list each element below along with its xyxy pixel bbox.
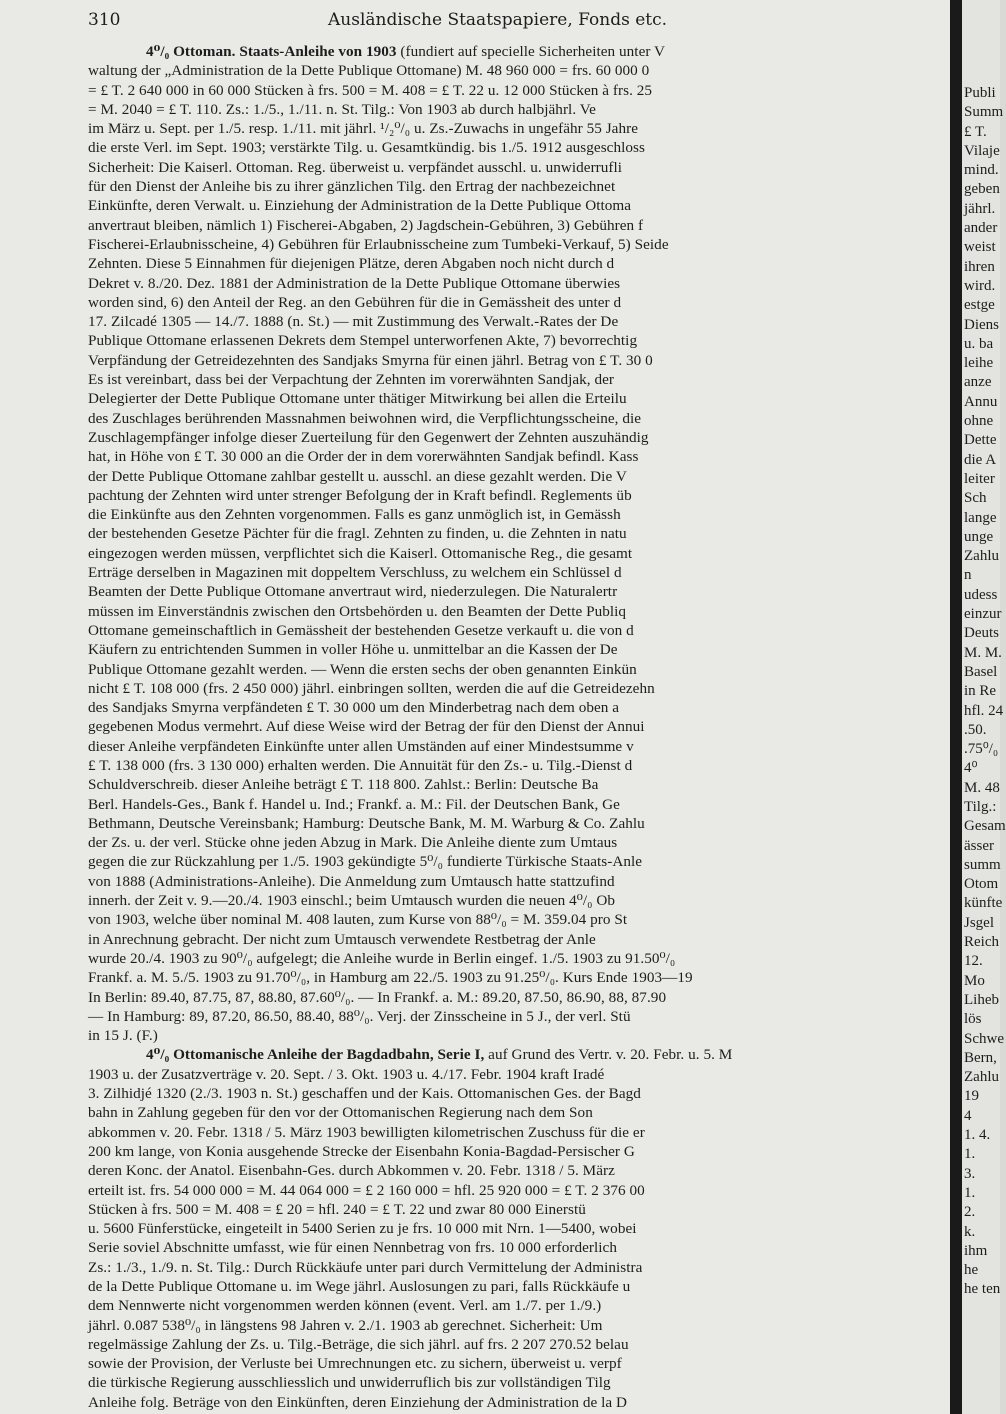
text-line: des Sandjaks Smyrna verpfändeten £ T. 30 000 um den Minderbetrag nach dem oben a xyxy=(88,699,620,717)
text-line: Erträge derselben in Magazinen mit doppeltem Verschluss, zu welchem ein Schlüssel d xyxy=(88,564,622,582)
text-line: Bethmann, Deutsche Vereinsbank; Hamburg: Deutsche Bank, M. M. Warburg & Co. Zahlu xyxy=(88,814,645,832)
adjacent-page-fragment: 4⁰ xyxy=(964,760,978,777)
adjacent-page-fragment: 1. xyxy=(964,1146,976,1163)
adjacent-page-fragment: Reich xyxy=(964,934,999,951)
heading-line-rest: (fundiert auf specielle Sicherheiten unter V xyxy=(396,43,666,60)
adjacent-page-fragment: weist xyxy=(964,239,996,256)
text-line: von 1903, welche über nominal M. 408 lauten, zum Kurse von 88⁰/₀ = M. 359.04 pro St xyxy=(88,911,628,929)
text-line: Verpfändung der Getreidezehnten des Sandjaks Smyrna für einen jährl. Betrag von £ T. 30 0 xyxy=(88,351,653,369)
text-line: erteilt ist. frs. 54 000 000 = M. 44 064 000 = £ 2 160 000 = hfl. 25 920 000 = £ T. 2 376 00 xyxy=(88,1181,645,1199)
text-line: Anleihe folg. Beträge von den Einkünften, deren Einziehung der Administration de la D xyxy=(88,1393,628,1411)
body-text xyxy=(88,42,988,1412)
text-line: = £ T. 2 640 000 in 60 000 Stücken à frs. 500 = M. 408 = £ T. 22 u. 12 000 Stücken à frs. 25 xyxy=(88,81,653,99)
adjacent-page-fragment: unge xyxy=(964,528,994,545)
adjacent-page-fragment: 1. 4. xyxy=(964,1127,991,1144)
running-head xyxy=(88,6,948,34)
text-line: In Berlin: 89.40, 87.75, 87, 88.80, 87.60⁰/₀. — In Frankf. a. M.: 89.20, 87.50, 86.90, 88, 87.90 xyxy=(88,988,667,1006)
text-line: gegen die zur Rückzahlung per 1./5. 1903 gekündigte 5⁰/₀ fundierte Türkische Staats-Anle xyxy=(88,853,643,871)
adjacent-page-fragment: Annu xyxy=(964,393,998,410)
adjacent-page-fragment: jährl. xyxy=(964,200,996,217)
adjacent-page-fragment: n xyxy=(964,567,972,584)
adjacent-page-fragment: lös xyxy=(964,1011,982,1028)
adjacent-page-fragment: Sch xyxy=(964,490,987,507)
adjacent-page-fragment: Jsgel xyxy=(964,914,994,931)
adjacent-page-fragment: udess xyxy=(964,586,998,603)
text-line: u. 5600 Fünferstücke, eingeteilt in 5400 Serien zu je frs. 10 000 mit Nrn. 1—5400, wobei xyxy=(88,1220,637,1238)
text-line: in Anrechnung gebracht. Der nicht zum Umtausch verwendete Restbetrag der Anle xyxy=(88,930,596,948)
text-line: der bestehenden Gesetze Pächter für die fragl. Zehnten zu finden, u. die Zehnten in natu xyxy=(88,525,627,543)
text-line: Sicherheit: Die Kaiserl. Ottoman. Reg. überweist u. verpfändet ausschl. u. unwiderrufli xyxy=(88,158,623,176)
text-line: Publique Ottomane gezahlt werden. — Wenn die ersten sechs der oben genannten Einkün xyxy=(88,660,637,678)
adjacent-page-fragment: lange xyxy=(964,509,997,526)
adjacent-page-fragment: mind. xyxy=(964,162,999,179)
adjacent-page-fragment: 19 xyxy=(964,1088,979,1105)
text-line: Schuldverschreib. dieser Anleihe beträgt £ T. 118 800. Zahlst.: Berlin: Deutsche Ba xyxy=(88,776,599,794)
heading-line-rest: auf Grund des Vertr. v. 20. Febr. u. 5. M xyxy=(484,1046,733,1064)
text-line: für den Dienst der Anleihe bis zu ihrer gänzlichen Tilg. den Ertrag der nachbezeichnet xyxy=(88,178,616,196)
text-line: waltung der „Administration de la Dette Publique Ottomane) M. 48 960 000 = frs. 60 000 0 xyxy=(88,62,650,80)
text-line: in 15 J. (F.) xyxy=(88,1027,158,1045)
adjacent-page-fragment: 12. xyxy=(964,953,983,970)
adjacent-page-text xyxy=(962,0,1006,1300)
text-line: deren Konc. der Anatol. Eisenbahn-Ges. durch Abkommen v. 20. Febr. 1318 / 5. März xyxy=(88,1162,615,1180)
text-line: de la Dette Publique Ottomane u. im Wege jährl. Auslosungen zu pari, falls Rückkäufe u xyxy=(88,1278,631,1295)
section-heading-line xyxy=(88,42,988,61)
adjacent-page-fragment: he ten xyxy=(964,1281,1001,1298)
adjacent-page-fragment: wird. xyxy=(964,277,996,294)
text-line: = M. 2040 = £ T. 110. Zs.: 1./5., 1./11. n. St. Tilg.: Von 1903 ab durch halbjährl. Ve xyxy=(88,100,596,118)
text-line: Beamten der Dette Publique Ottomane anvertraut wird, niederzulegen. Die Naturalertr xyxy=(88,583,618,601)
text-line: Käufern zu entrichtenden Summen in voller Höhe u. unmittelbar an die Kassen der De xyxy=(88,641,618,659)
text-line: pachtung der Zehnten wird unter strenger Befolgung der in Kraft befindl. Reglements üb xyxy=(88,486,632,504)
adjacent-page-fragment: u. ba xyxy=(964,335,994,352)
text-line: Einkünfte, deren Verwalt. u. Einziehung der Administration de la Dette Publique Ottoma xyxy=(88,197,632,215)
adjacent-page-fragment: M. 48 xyxy=(964,779,1000,796)
adjacent-page-fragment: künfte xyxy=(964,895,1003,912)
adjacent-page-fragment: he xyxy=(964,1262,979,1279)
adjacent-page-fragment: 2. xyxy=(964,1204,976,1221)
text-line: im März u. Sept. per 1./5. resp. 1./11. mit jährl. ¹/₂⁰/₀ u. Zs.-Zuwachs in ungefähr 55 Jahre xyxy=(88,120,639,138)
adjacent-page-fragment: ihm xyxy=(964,1242,988,1259)
adjacent-page-fragment: Summ xyxy=(964,104,1004,121)
adjacent-page-fragment: estge xyxy=(964,297,995,314)
adjacent-page-fragment: Deuts xyxy=(964,625,999,642)
adjacent-page-fragment: ander xyxy=(964,220,998,237)
page-number: 310 xyxy=(88,10,121,30)
text-line: gegebenen Modus vermehrt. Auf diese Weise wird der Betrag der für den Dienst der Annui xyxy=(88,718,645,736)
text-line: Fischerei-Erlaubnisscheine, 4) Gebühren für Erlaubnisscheine zum Tumbeki-Verkauf, 5) Seide xyxy=(88,235,669,253)
section-lines xyxy=(88,1065,988,1412)
adjacent-page-fragment: 4 xyxy=(964,1107,972,1124)
text-line: 1903 u. der Zusatzverträge v. 20. Sept. / 3. Okt. 1903 u. 4./17. Febr. 1904 kraft Iradé xyxy=(88,1065,605,1083)
text-line: die Einkünfte aus den Zehnten vorgenommen. Falls es ganz unmöglich ist, in Gemässh xyxy=(88,506,621,524)
text-line: 3. Zilhidjé 1320 (2./3. 1903 n. St.) geschaffen und der Kais. Ottomanischen Ges. der Bagd xyxy=(88,1085,641,1103)
adjacent-page-fragment: Bern, xyxy=(964,1049,997,1066)
text-line: der Zs. u. der verl. Stücke ohne jeden Abzug in Mark. Die Anleihe diente zum Umtaus xyxy=(88,834,618,852)
text-line: nicht £ T. 108 000 (frs. 2 450 000) jährl. einbringen sollten, werden die auf die Getreidezehn xyxy=(88,679,655,697)
adjacent-page-fragment: Schwe xyxy=(964,1030,1004,1047)
adjacent-page-fragment: Tilg.: xyxy=(964,798,997,815)
text-line: worden sind, 6) den Anteil der Reg. an den Gebühren für die in Gemässheit des unter d xyxy=(88,293,622,311)
running-title: Ausländische Staatspapiere, Fonds etc. xyxy=(328,10,668,30)
adjacent-page-fragment: leiter xyxy=(964,470,995,487)
text-line: Delegierter der Dette Publique Ottomane unter thätiger Mitwirkung bei allen die Erteilu xyxy=(88,390,627,408)
section-bagdadbahn xyxy=(88,1045,988,1412)
section-heading: 4⁰/₀ Ottomanische Anleihe der Bagdadbahn, Serie I, xyxy=(146,1046,485,1064)
adjacent-page-fragment: geben xyxy=(964,181,1000,198)
text-line: anvertraut bleiben, nämlich 1) Fischerei-Abgaben, 2) Jagdschein-Gebühren, 3) Gebühren f xyxy=(88,216,644,234)
text-line: Serie soviel Abschnitte umfasst, wie für einen Nennbetrag von frs. 10 000 erforderlich xyxy=(88,1239,617,1257)
text-line: — In Hamburg: 89, 87.20, 86.50, 88.40, 88⁰/₀. Verj. der Zinsscheine in 5 J., der verl. Stü xyxy=(88,1007,631,1025)
text-line: Es ist vereinbart, dass bei der Verpachtung der Zehnten im vorerwähnten Sandjak, der xyxy=(88,371,615,389)
adjacent-page-fragment: ihren xyxy=(964,258,995,275)
adjacent-page-fragment: .75⁰/₀ xyxy=(964,741,999,758)
adjacent-page-fragment: k. xyxy=(964,1223,976,1240)
text-line: Frankf. a. M. 5./5. 1903 zu 91.70⁰/₀, in Hamburg am 22./5. 1903 zu 91.25⁰/₀. Kurs Ende 1903—19 xyxy=(88,969,693,987)
adjacent-page-fragment: hfl. 24 xyxy=(964,702,1004,719)
adjacent-page-fragment: 3. xyxy=(964,1165,976,1182)
adjacent-page-fragment: .50. xyxy=(964,721,987,738)
section-lines xyxy=(88,61,988,1045)
adjacent-page-fragment: anze xyxy=(964,374,992,391)
adjacent-page-fragment: Zahlu xyxy=(964,1069,999,1086)
adjacent-page-fragment: in Re xyxy=(964,683,997,700)
text-line: Berl. Handels-Ges., Bank f. Handel u. Ind.; Frankf. a. M.: Fil. der Deutschen Bank, Ge xyxy=(88,795,620,813)
text-line: innerh. der Zeit v. 9.—20./4. 1903 einschl.; beim Umtausch wurden die neuen 4⁰/₀ Ob xyxy=(88,892,616,910)
adjacent-page-edge xyxy=(962,0,1006,1414)
text-line: Zuschlagempfänger infolge dieser Zuerteilung für den Gegenwert der Zehnten auszuhändig xyxy=(88,428,649,446)
section-heading: 4⁰/₀ Ottoman. Staats-Anleihe von 1903 xyxy=(146,43,397,60)
text-line: 200 km lange, von Konia ausgehende Strecke der Eisenbahn Konia-Bagdad-Persischer G xyxy=(88,1142,635,1160)
text-line: abkommen v. 20. Febr. 1318 / 5. März 1903 bewilligten kilometrischen Zuschuss für die er xyxy=(88,1123,645,1141)
adjacent-page-fragment: Mo xyxy=(964,972,985,989)
text-line: eingezogen werden müssen, verpflichtet sich die Kaiserl. Ottomanische Reg., die gesamt xyxy=(88,544,633,562)
adjacent-page-fragment: ässer xyxy=(964,837,994,854)
adjacent-page-fragment: leihe xyxy=(964,355,994,372)
adjacent-page-fragment: die A xyxy=(964,451,997,468)
text-line: müssen im Einverständnis zwischen den Ortsbehörden u. den Beamten der Dette Publiq xyxy=(88,602,627,620)
adjacent-page-fragment: Vilaje xyxy=(964,142,1000,159)
text-line: regelmässige Zahlung der Zs. u. Tilg.-Beträge, die sich jährl. auf frs. 2 207 270.52 belau xyxy=(88,1335,629,1353)
adjacent-page-fragment: £ T. xyxy=(964,123,987,140)
adjacent-page-fragment: Dette xyxy=(964,432,997,449)
text-line: jährl. 0.087 538⁰/₀ in längstens 98 Jahren v. 2./1. 1903 ab gerechnet. Sicherheit: Um xyxy=(88,1316,603,1334)
adjacent-page-fragment: Publi xyxy=(964,85,996,101)
text-line: Dekret v. 8./20. Dez. 1881 der Administration de la Dette Publique Ottomane überwies xyxy=(88,274,621,292)
section-ottoman-1903 xyxy=(88,42,988,1045)
text-line: £ T. 138 000 (frs. 3 130 000) erhalten werden. Die Annuität für den Zs.- u. Tilg.-Dienst d xyxy=(88,756,633,774)
text-line: bahn in Zahlung gegeben für den vor der Ottomanischen Regierung nach dem Son xyxy=(88,1104,593,1122)
text-line: 17. Zilcadé 1305 — 14./7. 1888 (n. St.) — mit Zustimmung des Verwalt.-Rates der De xyxy=(88,313,619,331)
adjacent-page-fragment: M. M. xyxy=(964,644,1002,661)
adjacent-page-fragment: Liheb xyxy=(964,991,999,1008)
text-line: Stücken à frs. 500 = M. 408 = £ 20 = hfl. 240 = £ T. 22 und zwar 80 000 Einerstü xyxy=(88,1200,586,1218)
text-line: der Dette Publique Ottomane zahlbar gestellt u. ausschl. an diese gezahlt werden. Die V xyxy=(88,467,627,485)
text-line: sowie der Provision, der Verluste bei Umrechnungen etc. zu sichern, überweist u. verpf xyxy=(88,1355,622,1373)
text-line: Zehnten. Diese 5 Einnahmen für diejenigen Plätze, deren Abgaben noch nicht durch d xyxy=(88,255,615,273)
text-line: von 1888 (Administrations-Anleihe). Die Anmeldung zum Umtausch hatte stattzufind xyxy=(88,872,615,890)
adjacent-page-fragment: Zahlu xyxy=(964,548,999,565)
adjacent-page-fragment: Basel xyxy=(964,663,998,680)
text-line: hat, in Höhe von £ T. 30 000 an die Order der in dem vorerwähnten Sandjak befindl. Kass xyxy=(88,448,639,466)
text-line: Ottomane gemeinschaftlich in Gemässheit der bestehenden Gesetze verkauft u. die von d xyxy=(88,621,634,639)
text-line: wurde 20./4. 1903 zu 90⁰/₀ aufgelegt; die Anleihe wurde in Berlin eingef. 1./5. 1903 zu 91.50⁰/₀ xyxy=(88,949,676,967)
text-line: Publique Ottomane erlassenen Dekrets dem Stempel unterworfenen Akte, 7) bevorrechtig xyxy=(88,332,638,350)
adjacent-page-fragment: einzur xyxy=(964,606,1002,623)
text-line: die türkische Regierung ausschliesslich und unwiderruflich bis zur vollständigen Tilg xyxy=(88,1374,611,1392)
adjacent-page-fragment: Gesam xyxy=(964,818,1006,835)
section-heading-line xyxy=(88,1045,988,1064)
book-gutter xyxy=(950,0,962,1414)
text-line: Zs.: 1./3., 1./9. n. St. Tilg.: Durch Rückkäufe unter pari durch Vermittelung der Administra xyxy=(88,1258,643,1276)
text-line: des Zuschlages berührenden Massnahmen beiwohnen wird, die Verpflichtungsscheine, die xyxy=(88,409,642,427)
adjacent-page-fragment: summ xyxy=(964,856,1001,873)
text-line: dem Nennwerte nicht vorgenommen werden können (event. Verl. am 1./7. per 1./9.) xyxy=(88,1297,602,1315)
adjacent-page-fragment: Diens xyxy=(964,316,999,333)
adjacent-page-fragment: ohne xyxy=(964,413,994,430)
adjacent-page-fragment: 1. xyxy=(964,1184,976,1201)
text-line: die erste Verl. im Sept. 1903; verstärkte Tilg. u. Gesamtkündig. bis 1./5. 1912 ausgeschloss xyxy=(88,139,645,157)
adjacent-page-fragment: Otom xyxy=(964,876,999,893)
text-line: dieser Anleihe verpfändeten Einkünfte unter allen Umständen auf einer Mindestsumme v xyxy=(88,737,634,755)
